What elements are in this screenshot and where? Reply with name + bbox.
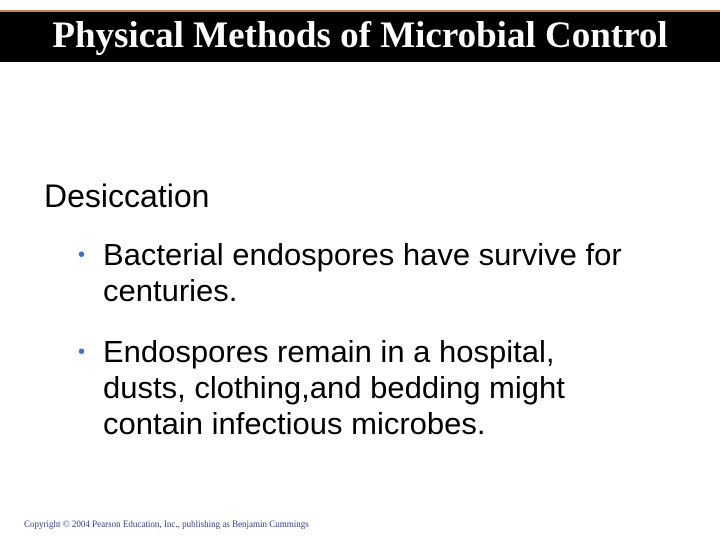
bullet-item xyxy=(78,237,708,309)
bullet-item xyxy=(78,334,708,442)
bullet-text-line: centuries. xyxy=(103,273,238,308)
bullet-marker-icon: • xyxy=(78,341,86,363)
bullet-text-line: Bacterial endospores have survive for xyxy=(103,237,622,272)
bullet-text-line: dusts, clothing,and bedding might xyxy=(103,370,565,405)
bullet-text-line: contain infectious microbes. xyxy=(103,406,486,441)
slide-title: Physical Methods of Microbial Control xyxy=(52,15,668,56)
title-accent-rule xyxy=(0,10,720,12)
bullet-text-line: Endospores remain in a hospital, xyxy=(103,334,555,369)
bullet-marker-icon: • xyxy=(78,244,86,266)
copyright-footer: Copyright © 2004 Pearson Education, Inc., publishing as Benjamin Cummings xyxy=(24,519,309,529)
section-heading: Desiccation xyxy=(44,178,210,214)
